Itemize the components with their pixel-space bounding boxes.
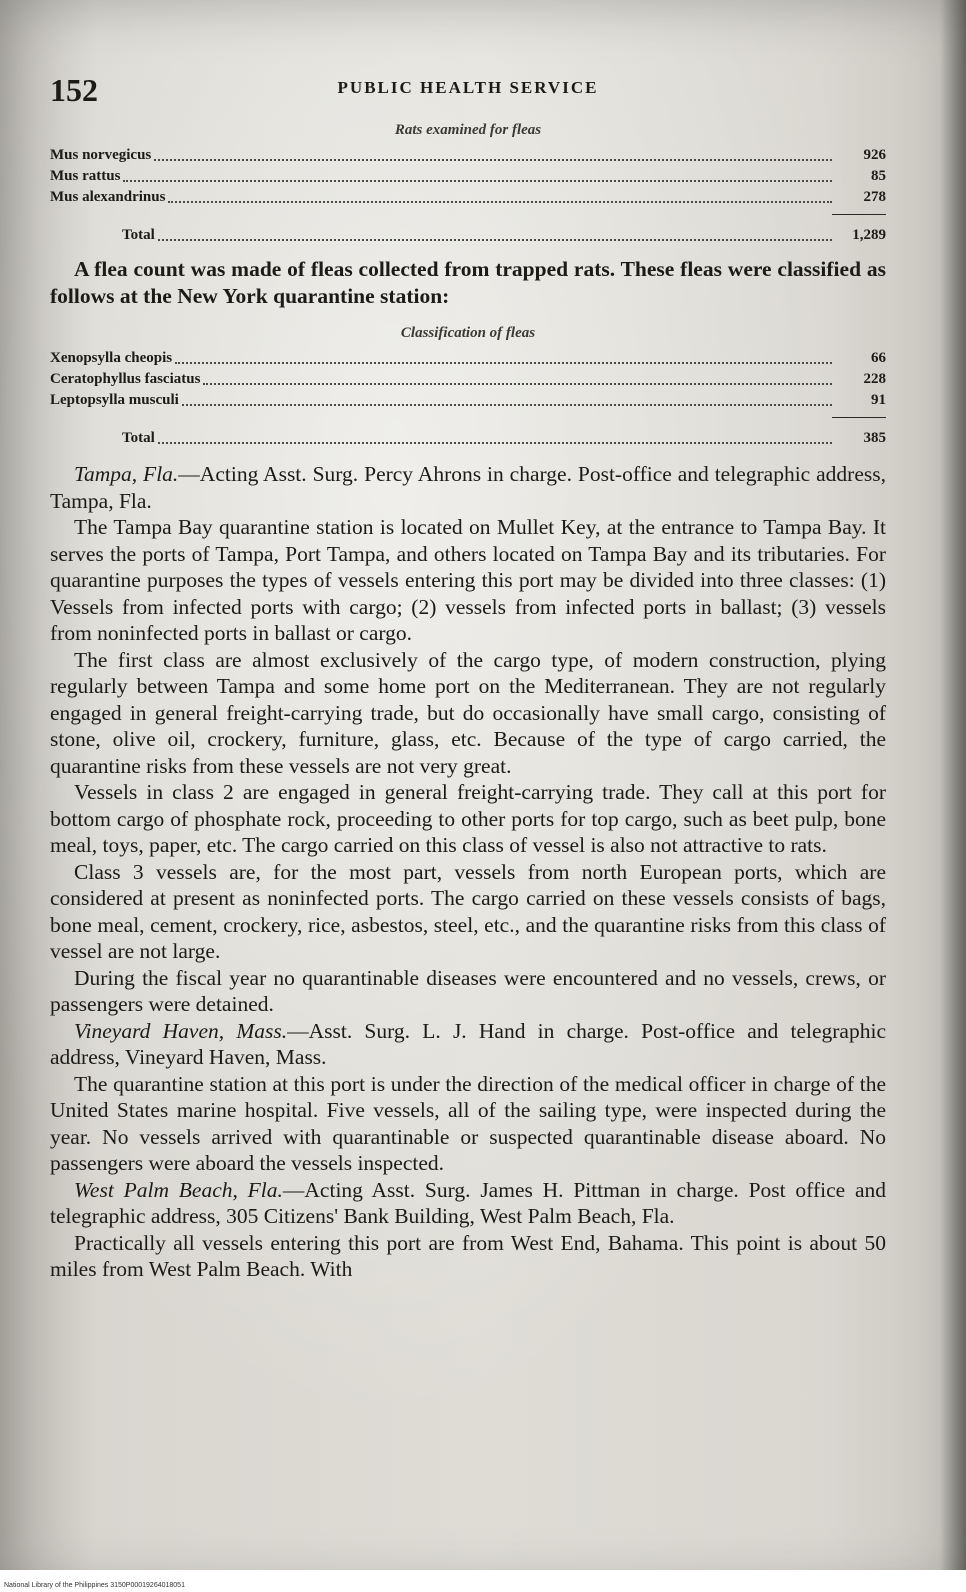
fleas-table-title: Classification of fleas bbox=[400, 325, 536, 341]
dot-leader bbox=[175, 362, 832, 364]
table-row bbox=[50, 187, 886, 208]
footer-text: National Library of the Philippines 3150P00019264018051 bbox=[4, 1582, 185, 1589]
row-label: Mus norvegicus bbox=[50, 147, 152, 163]
dot-leader bbox=[123, 180, 832, 182]
dot-leader bbox=[182, 404, 832, 406]
vineyard-heading bbox=[50, 1018, 886, 1071]
paragraph: Class 3 vessels are, for the most part, vessels from north European ports, which are considered at present as noninfected ports. The cargo carried on these vessels consists of bags, bone meal, cement, crockery, rice, asbestos, steel, etc., and the quarantine risks from this class of vessel are not large. bbox=[50, 859, 886, 963]
paragraph: Practically all vessels entering this port are from West End, Bahama. This point is about 50 miles from West Palm Beach. With bbox=[50, 1230, 886, 1281]
row-value: 66 bbox=[871, 350, 886, 366]
intro-paragraph: A flea count was made of fleas collected from trapped rats. These fleas were classified as follows at the New York quarantine station: bbox=[50, 257, 886, 308]
total-value: 385 bbox=[863, 430, 886, 446]
page-header bbox=[50, 60, 886, 106]
row-value: 278 bbox=[863, 189, 886, 205]
row-label: Mus rattus bbox=[50, 168, 121, 184]
tampa-section bbox=[50, 461, 886, 1018]
row-label: Ceratophyllus fasciatus bbox=[50, 371, 201, 387]
paragraph: Vessels in class 2 are engaged in general freight-carrying trade. They call at this port for bottom cargo of phosphate rock, proceeding to other ports for top cargo, such as beet pulp, bone meal, toys, paper, etc. The cargo carried on this class of vessel is also not attractive to rats. bbox=[50, 780, 886, 857]
total-label: Total bbox=[122, 430, 155, 446]
westpalm-section bbox=[50, 1177, 886, 1283]
table-row bbox=[50, 166, 886, 187]
rats-table-title: Rats examined for fleas bbox=[394, 122, 542, 138]
place-name: Vineyard Haven, Mass. bbox=[74, 1018, 288, 1043]
paragraph: During the fiscal year no quarantinable diseases were encountered and no vessels, crews, or passengers were detained. bbox=[50, 965, 886, 1016]
westpalm-heading bbox=[50, 1177, 886, 1230]
heading-text: —Acting Asst. Surg. Percy Ahrons in charge. Post-office and telegraphic address, Tampa, Fla. bbox=[50, 462, 886, 513]
total-rule bbox=[832, 417, 886, 418]
page-content bbox=[50, 60, 886, 1283]
dot-leader bbox=[154, 159, 832, 161]
row-value: 228 bbox=[863, 371, 886, 387]
row-value: 91 bbox=[871, 392, 886, 408]
paragraph: The Tampa Bay quarantine station is located on Mullet Key, at the entrance to Tampa Bay. It serves the ports of Tampa, Port Tampa, and others located on Tampa Bay and its tributaries. For quarantine purposes the types of vessels entering this port may be divided into three classes: (1) Vessels from infected ports with cargo; (2) vessels from infected ports in ballast; (3) vessels from noninfected ports in ballast or cargo. bbox=[50, 515, 886, 645]
dot-leader bbox=[203, 383, 832, 385]
page-edge-shadow bbox=[940, 0, 966, 1592]
total-row bbox=[50, 428, 886, 449]
dot-leader bbox=[158, 239, 832, 241]
vineyard-section bbox=[50, 1018, 886, 1177]
total-label: Total bbox=[122, 227, 155, 243]
row-value: 926 bbox=[863, 147, 886, 163]
dot-leader bbox=[168, 201, 832, 203]
fleas-table bbox=[50, 325, 886, 449]
dot-leader bbox=[158, 442, 832, 444]
row-label: Xenopsylla cheopis bbox=[50, 350, 173, 366]
tampa-heading bbox=[50, 461, 886, 514]
total-value: 1,289 bbox=[852, 227, 886, 243]
table-row bbox=[50, 145, 886, 166]
table-row bbox=[50, 369, 886, 390]
total-row bbox=[50, 225, 886, 246]
page-number: 152 bbox=[50, 72, 98, 108]
heading-text: —Acting Asst. Surg. James H. Pittman in charge. Post office and telegraphic address, 305 Citizens' Bank Building, West Palm Beach, Fla. bbox=[50, 1177, 886, 1228]
paragraph: The first class are almost exclusively of the cargo type, of modern construction, plying regularly between Tampa and some home port on the Mediterranean. They are not regularly engaged in general freight-carrying trade, but do occasionally have small cargo, consisting of stone, olive oil, crockery, furniture, glass, etc. Because of the type of cargo carried, the quarantine risks from these vessels are not very great. bbox=[50, 647, 886, 778]
row-value: 85 bbox=[871, 168, 886, 184]
table-row bbox=[50, 348, 886, 369]
place-name: West Palm Beach, Fla. bbox=[74, 1177, 283, 1202]
running-head: PUBLIC HEALTH SERVICE bbox=[337, 78, 599, 97]
table-row bbox=[50, 390, 886, 411]
total-rule bbox=[832, 214, 886, 215]
place-name: Tampa, Fla. bbox=[74, 462, 179, 486]
rats-table bbox=[50, 122, 886, 246]
row-label: Leptopsylla musculi bbox=[50, 392, 179, 408]
paragraph: The quarantine station at this port is under the direction of the medical officer in charge of the United States marine hospital. Five vessels, all of the sailing type, were inspected during the year. No vessels arrived with quarantinable or suspected quarantinable disease aboard. No passengers were aboard the vessels inspected. bbox=[50, 1071, 886, 1175]
heading-text: —Asst. Surg. L. J. Hand in charge. Post-office and telegraphic address, Vineyard Haven, Mass. bbox=[50, 1018, 886, 1069]
row-label: Mus alexandrinus bbox=[50, 189, 166, 205]
